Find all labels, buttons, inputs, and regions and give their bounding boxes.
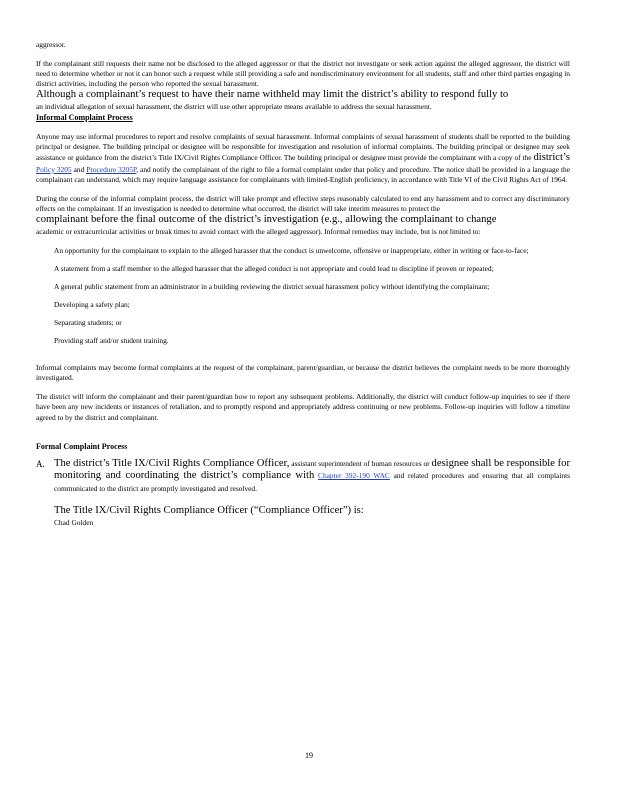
bullet-icon <box>36 300 54 310</box>
bullet-icon <box>36 318 54 328</box>
formal-complaint-heading: Formal Complaint Process <box>36 441 128 451</box>
document-page <box>36 40 570 528</box>
list-item: Developing a safety plan; <box>36 300 570 310</box>
informal-complaint-heading: Informal Complaint Process <box>36 112 133 122</box>
compliance-officer-name: Chad Golden <box>54 517 94 527</box>
remedies-list <box>36 246 570 347</box>
paragraph-fragment: aggressor. <box>36 40 66 49</box>
paragraph-large-line: Although a complainant’s request to have their name withheld may limit the district’s ability to respond fully to <box>36 89 509 101</box>
procedure-3205p-link[interactable]: Procedure 3205P <box>86 164 137 174</box>
list-item: A general public statement from an administrator in a building reviewing the district sexual harassment policy without identifying the complainant; <box>36 282 570 292</box>
paragraph-follow-up: The district will inform the complainant and their parent/guardian how to report any subsequent problems. Additionally, the district will conduct follow-up inquiries to see if there have been any new incidents or instances of retaliation, and to promptly respond and appropriately address continuing or new problems. Follow-up inquiries will follow a timeline agreed to by the district and complainant. <box>36 392 570 422</box>
list-item: A statement from a staff member to the alleged harasser that the alleged conduct is not appropriate and could lead to discipline if proven or repeated; <box>36 264 570 274</box>
bullet-icon <box>36 246 54 256</box>
paragraph-informal-procedures: Anyone may use informal procedures to report and resolve complaints of sexual harassment. Informal complaints of sexual harassment of students shall be reported to the building principal or designee. The building principal or designee will be responsible for investigation and resolution of informal complaints. The building principal or designee may seek assistance or guidance from the district’s Title IX/Civil Rights Compliance Officer. The building principal or designee must provide the complainant with a copy of the district’s Policy 3205 and Procedure 3205P, and notify the complainant of the right to file a formal complaint under that policy and procedure. The notice shall be provided in a language the complainant can understand, which may require language assistance for complainants with limited-English proficiency, in accordance with Title VI of the Civil Rights Act of 1964. <box>36 131 570 184</box>
policy-3205-link[interactable]: Policy 3205 <box>36 164 72 174</box>
list-item: An opportunity for the complainant to explain to the alleged harasser that the conduct is unwelcome, offensive or inappropriate, either in writing or face-to-face; <box>36 246 570 256</box>
wac-chapter-link[interactable]: Chapter 392-190 WAC <box>318 471 390 481</box>
compliance-officer-label: The Title IX/Civil Rights Compliance Officer (“Compliance Officer”) is: <box>54 505 364 517</box>
paragraph-informal-to-formal: Informal complaints may become formal complaints at the request of the complainant, parent/guardian, or because the district believes the complaint needs to be more thoroughly investigated. <box>36 363 570 383</box>
list-item: Providing staff and/or student training. <box>36 336 570 346</box>
bullet-icon <box>36 336 54 346</box>
page-number: 19 <box>305 751 313 760</box>
paragraph-large-line-2: complainant before the final outcome of the district’s investigation (e.g., allowing the complainant to change <box>36 214 497 226</box>
bullet-icon <box>36 264 54 274</box>
bullet-icon <box>36 282 54 292</box>
paragraph-informal-course: During the course of the informal complaint process, the district will take prompt and effective steps reasonably calculated to end any harassment and to correct any discriminatory effects on the complainant. If an investigation is needed to determine what occurred, the district will take interim measures to protect the <box>36 193 570 213</box>
paragraph-name-disclosure: If the complainant still requests their name not be disclosed to the alleged aggressor or that the district not investigate or seek action against the alleged aggressor, the district will need to determine whether or not it can honor such a request while still providing a safe and nondiscriminatory environment for all students, staff and other third parties engaging in district activities, including the person who reported the sexual harassment. <box>36 59 570 89</box>
list-item-a: A. The district’s Title IX/Civil Rights Compliance Officer, assistant superintendent of human resources or designee shall be responsible for monitoring and coordinating the district’s compliance with Chapter 392-190 WAC and related procedures and ensuring that all complaints communicated to the district are promptly investigated and resolved. The Title IX/Civil Rights Compliance Officer (“Compliance Officer”) is: Chad Golden <box>36 457 571 527</box>
paragraph-tail: an individual allegation of sexual harassment, the district will use other appropriate means available to address the sexual harassment. <box>36 101 432 111</box>
district-text: district’s <box>533 152 570 164</box>
paragraph-informal-remedies: academic or extracurricular activities or break times to avoid contact with the alleged aggressor). Informal remedies may include, but is not limited to: <box>36 226 481 236</box>
list-item: Separating students; or <box>36 318 570 328</box>
item-label: A. <box>36 458 45 469</box>
